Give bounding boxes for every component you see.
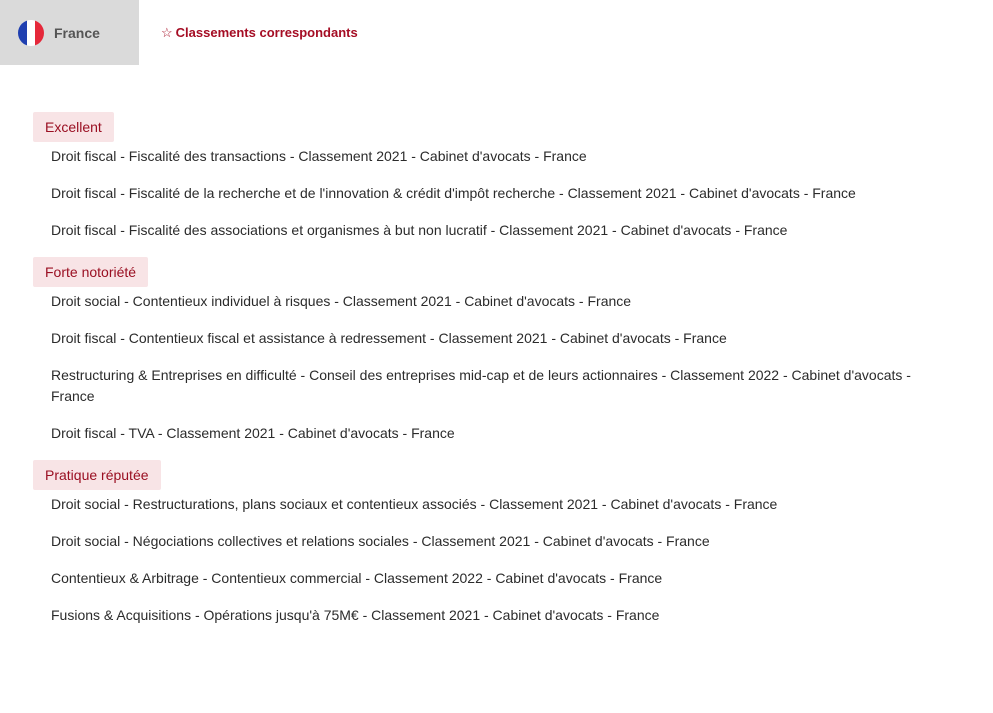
tab-france[interactable] [0, 0, 139, 65]
tab-classements-correspondants[interactable] [139, 0, 358, 65]
ranking-link[interactable]: Droit social - Contentieux individuel à risques - Classement 2021 - Cabinet d'avocats - France [51, 293, 632, 309]
star-outline-icon: ☆ [161, 24, 173, 40]
ranking-link[interactable]: Contentieux & Arbitrage - Contentieux commercial - Classement 2022 - Cabinet d'avocats - France [51, 570, 663, 586]
tier-badge: Pratique réputée [33, 460, 161, 490]
ranking-link[interactable]: Restructuring & Entreprises en difficulté - Conseil des entreprises mid-cap et de leurs actionnaires - Classement 2022 - Cabinet d'avocats - France [51, 367, 911, 404]
rankings-list [33, 112, 933, 642]
france-flag-icon [18, 20, 44, 46]
tab-france-label: France [54, 24, 100, 41]
ranking-link[interactable]: Droit fiscal - TVA - Classement 2021 - Cabinet d'avocats - France [51, 425, 455, 441]
ranking-link[interactable]: Droit fiscal - Fiscalité des transactions - Classement 2021 - Cabinet d'avocats - France [51, 148, 587, 164]
ranking-group-pratique-reputee [33, 460, 933, 626]
ranking-group-excellent [33, 112, 933, 241]
tab-classements-label: Classements correspondants [175, 25, 358, 40]
ranking-link[interactable]: Fusions & Acquisitions - Opérations jusqu'à 75M€ - Classement 2021 - Cabinet d'avocats - France [51, 607, 660, 623]
ranking-link[interactable]: Droit social - Restructurations, plans sociaux et contentieux associés - Classement 2021 - Cabinet d'avocats - France [51, 496, 778, 512]
ranking-group-forte-notoriete [33, 257, 933, 444]
ranking-link[interactable]: Droit fiscal - Fiscalité des associations et organismes à but non lucratif - Classement 2021 - Cabinet d'avocats - France [51, 222, 788, 238]
ranking-link[interactable]: Droit fiscal - Contentieux fiscal et assistance à redressement - Classement 2021 - Cabinet d'avocats - France [51, 330, 727, 346]
tier-badge: Forte notoriété [33, 257, 148, 287]
tab-bar [0, 0, 993, 65]
ranking-link[interactable]: Droit fiscal - Fiscalité de la recherche et de l'innovation & crédit d'impôt recherche - Classement 2021 - Cabinet d'avocats - France [51, 185, 856, 201]
tier-badge: Excellent [33, 112, 114, 142]
ranking-link[interactable]: Droit social - Négociations collectives et relations sociales - Classement 2021 - Cabinet d'avocats - France [51, 533, 710, 549]
